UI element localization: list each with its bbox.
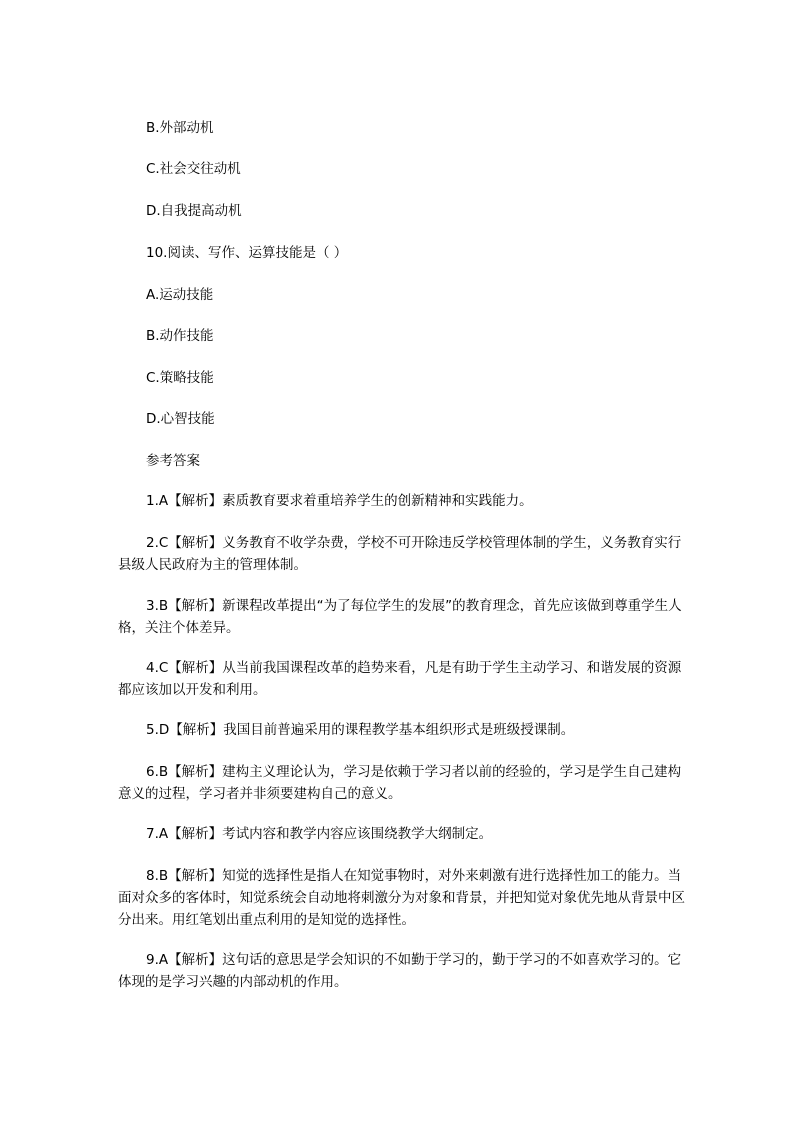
answer-8: 8.B【解析】知觉的选择性是指人在知觉事物时，对外来刺激有进行选择性加工的能力。当面对众多的客体时，知觉系统会自动地将刺激分为对象和背景，并把知觉对象优先地从背景中区分出来。用红笔划出重点利用的是知觉的选择性。 (118, 868, 685, 928)
option-10d: D.心智技能 (146, 411, 215, 427)
answer-3: 3.B【解析】新课程改革提出“为了每位学生的发展”的教育理念，首先应该做到尊重学生人格，关注个体差异。 (118, 598, 682, 636)
option-9d: D.自我提高动机 (146, 203, 242, 219)
answer-4: 4.C【解析】从当前我国课程改革的趋势来看，凡是有助于学生主动学习、和谐发展的资源都应该加以开发和利用。 (118, 660, 682, 698)
answer-2: 2.C【解析】义务教育不收学杂费，学校不可开除违反学校管理体制的学生，义务教育实行县级人民政府为主的管理体制。 (118, 535, 682, 573)
option-9b: B.外部动机 (146, 120, 214, 136)
option-10b: B.动作技能 (146, 328, 214, 344)
answer-6: 6.B【解析】建构主义理论认为，学习是依赖于学习者以前的经验的，学习是学生自己建构意义的过程，学习者并非须要建构自己的意义。 (118, 764, 682, 802)
answer-9: 9.A【解析】这句话的意思是学会知识的不如勤于学习的，勤于学习的不如喜欢学习的。它体现的是学习兴趣的内部动机的作用。 (118, 952, 682, 990)
answer-1: 1.A【解析】素质教育要求着重培养学生的创新精神和实践能力。 (146, 493, 533, 509)
answer-7: 7.A【解析】考试内容和教学内容应该围绕教学大纲制定。 (146, 826, 493, 842)
question-10: 10.阅读、写作、运算技能是（ ） (146, 245, 348, 261)
answers-heading: 参考答案 (146, 453, 200, 469)
option-10a: A.运动技能 (146, 287, 214, 303)
answer-5: 5.D【解析】我国目前普遍采用的课程教学基本组织形式是班级授课制。 (146, 722, 575, 738)
option-10c: C.策略技能 (146, 370, 214, 386)
option-9c: C.社会交往动机 (146, 161, 241, 177)
